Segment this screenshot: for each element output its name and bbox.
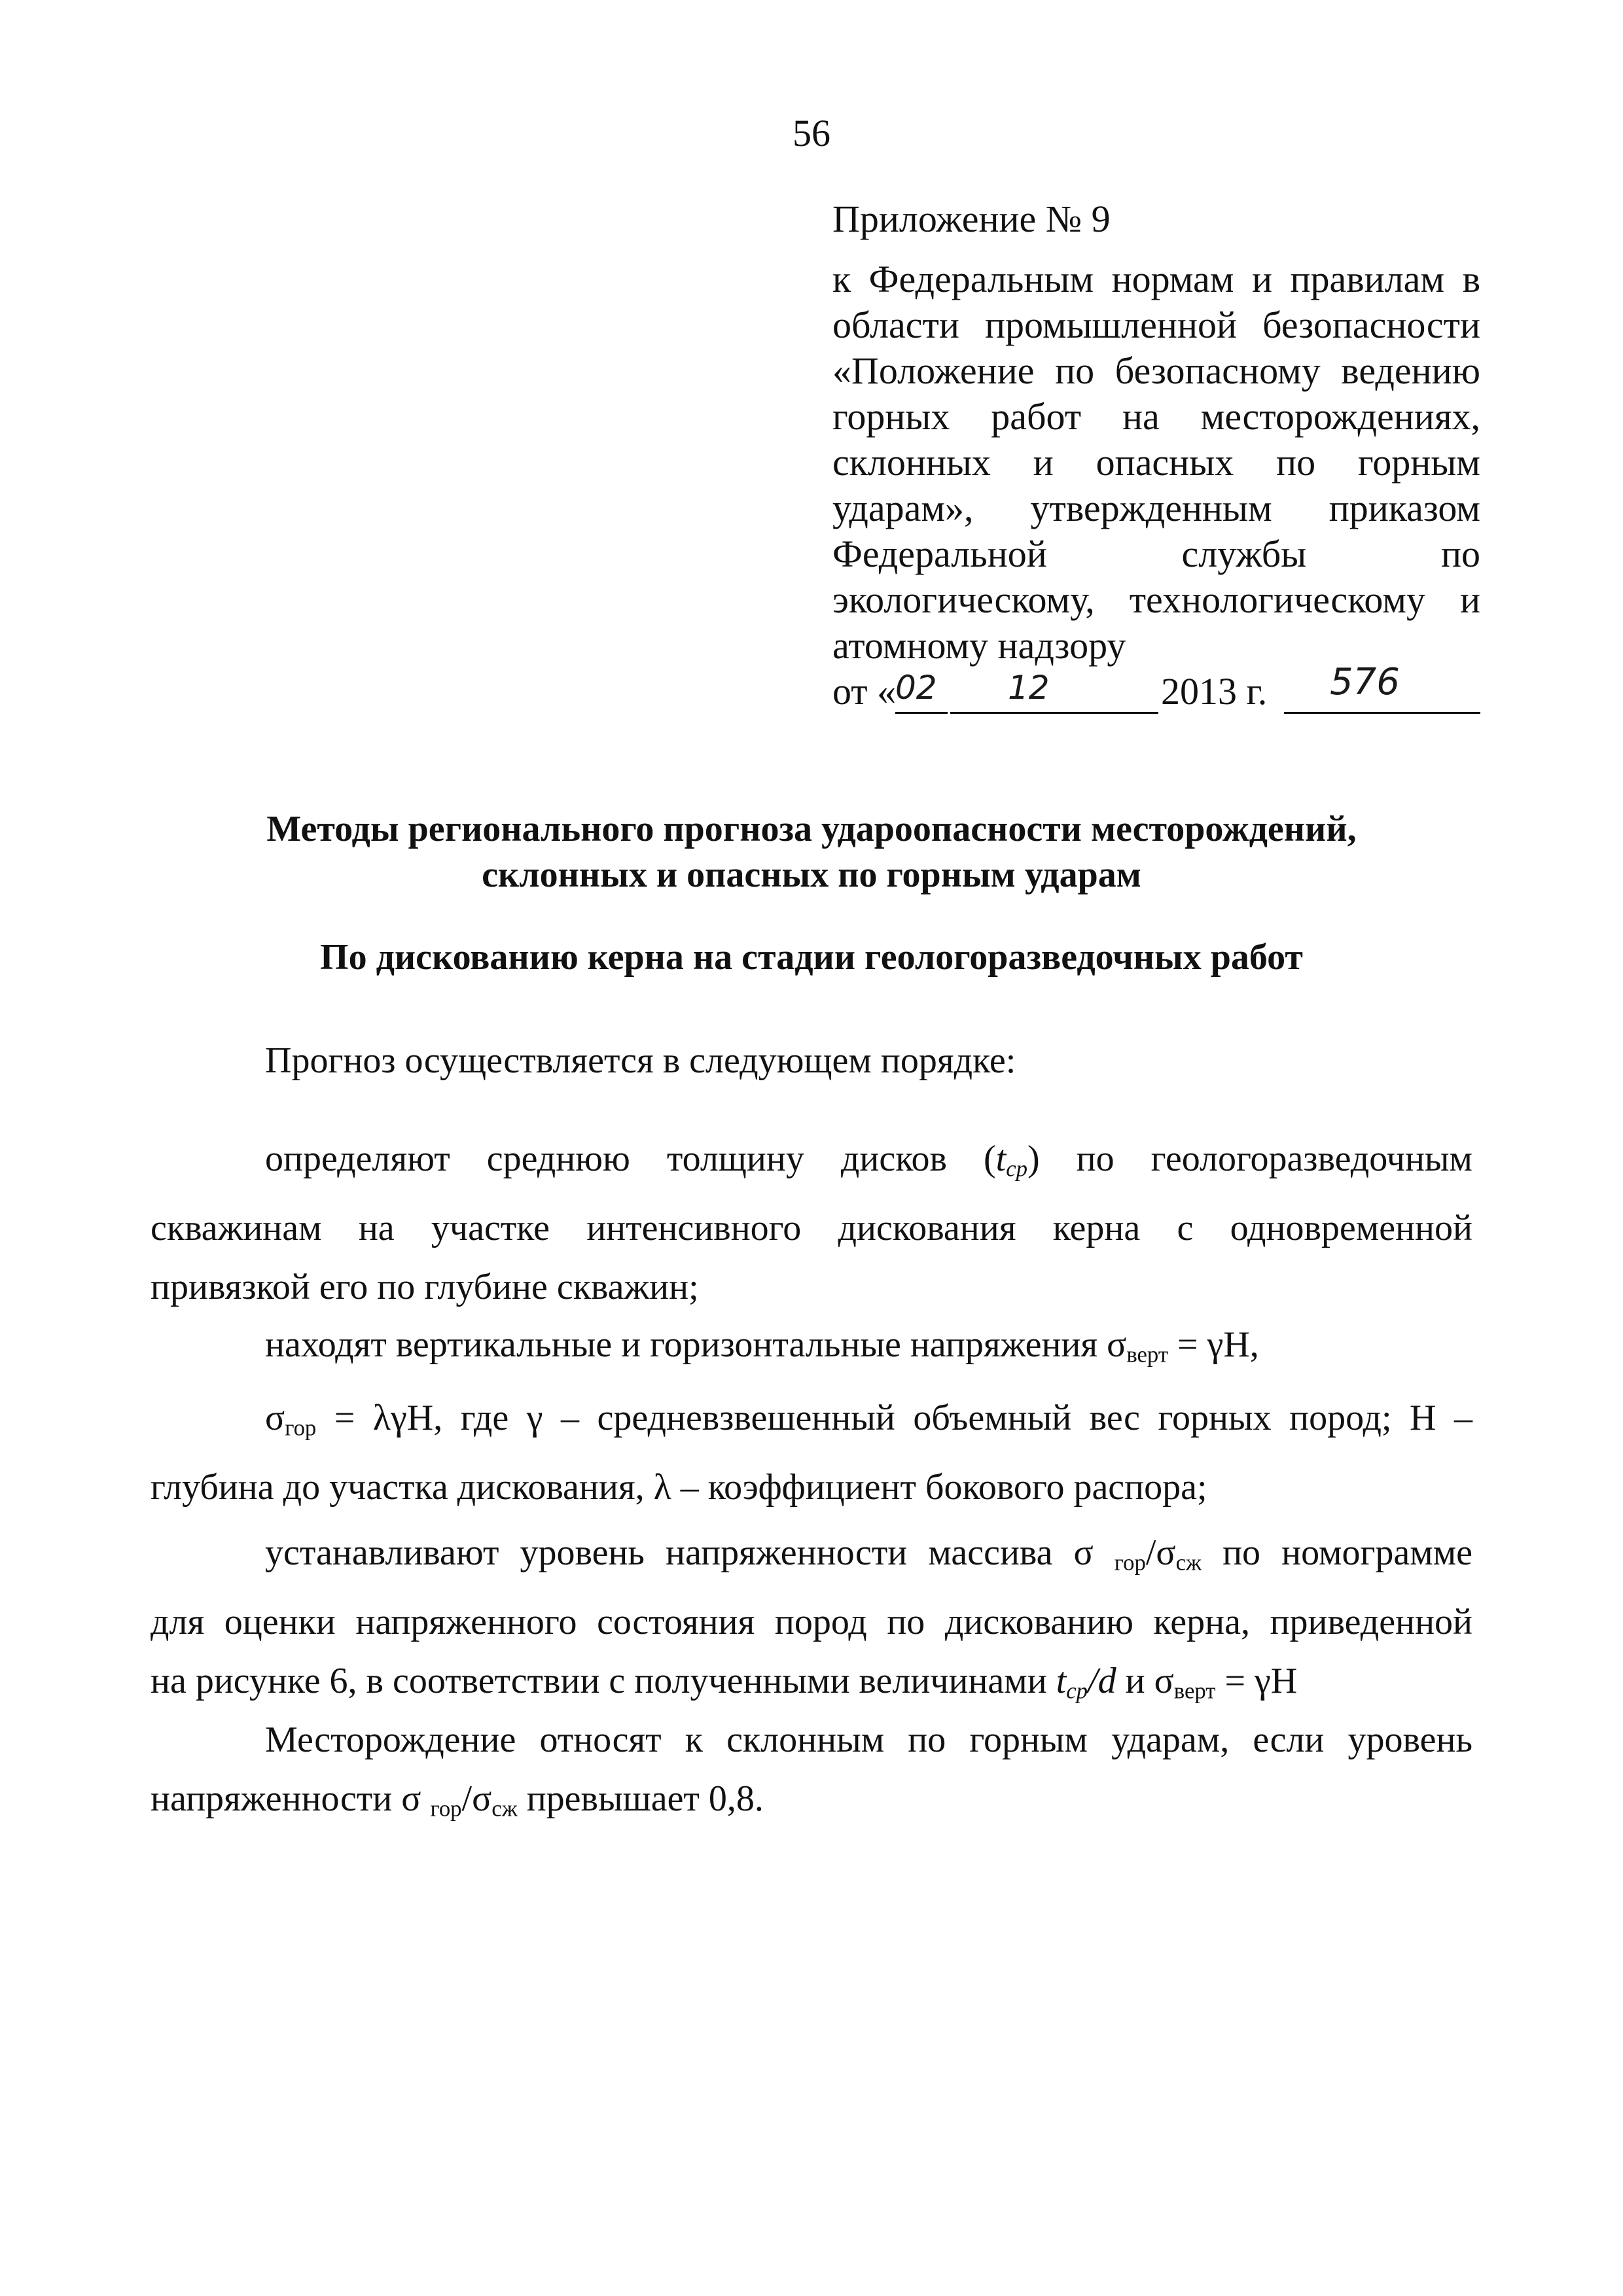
month-underline xyxy=(950,712,1158,714)
document-title-line: склонных и опасных по горным ударам xyxy=(482,855,1141,895)
document-title xyxy=(0,806,1623,898)
text-line: напряженности σ $_{гор}/\sigma_{сж}$ превышает 0,8. xyxy=(151,1778,764,1822)
appendix-line: ударам», утвержденным приказом xyxy=(832,487,1480,529)
text-line: Месторождение относят к склонным по горным ударам, если уровень xyxy=(265,1720,1472,1760)
text-line: глубина до участка дискования, λ – коэффициент бокового распора; xyxy=(151,1466,1207,1508)
text-line: для оценки напряженного состояния пород по дискованию керна, приведенной xyxy=(151,1601,1472,1642)
appendix-body xyxy=(832,256,1480,669)
date-prefix: от « xyxy=(832,670,897,713)
appendix-line: к Федеральным нормам и правилам в xyxy=(832,258,1480,300)
paragraph-intro xyxy=(151,1031,1472,1090)
page-number: 56 xyxy=(793,112,830,154)
day-underline xyxy=(895,712,948,714)
section-heading: По дискованию керна на стадии геологоразведочных работ xyxy=(320,937,1303,978)
text-line: $\sigma_{гор} = \lambda\gamma H$, где γ – средневзвешенный объемный вес горных пород; H – xyxy=(265,1398,1472,1441)
text-line: устанавливают уровень напряженности массива σ $_{гор}/\sigma_{сж}$ по номограмме xyxy=(265,1532,1472,1576)
handwritten-month: 12 xyxy=(1008,669,1050,707)
paragraph-conclusion xyxy=(151,1710,1472,1839)
paragraph-step-2-cont xyxy=(151,1388,1472,1517)
paragraph-step-2 xyxy=(151,1315,1472,1385)
appendix-line: горных работ на месторождениях, xyxy=(832,395,1480,438)
document-title-line: Методы регионального прогноза удароопасности месторождений, xyxy=(266,809,1357,849)
handwritten-day: 02 xyxy=(895,669,937,707)
appendix-line: Федеральной службы по xyxy=(832,533,1480,575)
order-number-underline xyxy=(1284,712,1480,714)
appendix-line: «Положение по безопасному ведению xyxy=(832,349,1480,392)
date-year: 2013 г. xyxy=(1161,670,1268,713)
appendix-line: атомному надзору xyxy=(832,624,1126,667)
text-line: находят вертикальные и горизонтальные напряжения $\sigma_{верт} = \gamma H$, xyxy=(265,1324,1259,1368)
appendix-line: экологическому, технологическому и xyxy=(832,578,1480,621)
appendix-title: Приложение № 9 xyxy=(832,198,1111,240)
paragraph-step-3 xyxy=(151,1523,1472,1720)
text-line: скважинам на участке интенсивного дискования керна с одновременной xyxy=(151,1207,1472,1248)
appendix-line: области промышленной безопасности xyxy=(832,304,1480,346)
text-line: Прогноз осуществляется в следующем порядке: xyxy=(265,1040,1016,1081)
handwritten-order-number: 576 xyxy=(1330,661,1400,703)
approval-date-line xyxy=(832,661,1480,717)
text-line: на рисунке 6, в соответствии с полученными величинами $t_{ср}/d$ и $\sigma_{верт} = \gamma H$ xyxy=(151,1660,1298,1704)
text-line: привязкой его по глубине скважин; xyxy=(151,1266,699,1307)
text-line: определяют среднюю толщину дисков $(t_{ср})$ по геологоразведочным xyxy=(265,1139,1472,1182)
paragraph-step-1 xyxy=(151,1129,1472,1316)
appendix-block xyxy=(832,196,1480,717)
appendix-line: склонных и опасных по горным xyxy=(832,441,1480,484)
